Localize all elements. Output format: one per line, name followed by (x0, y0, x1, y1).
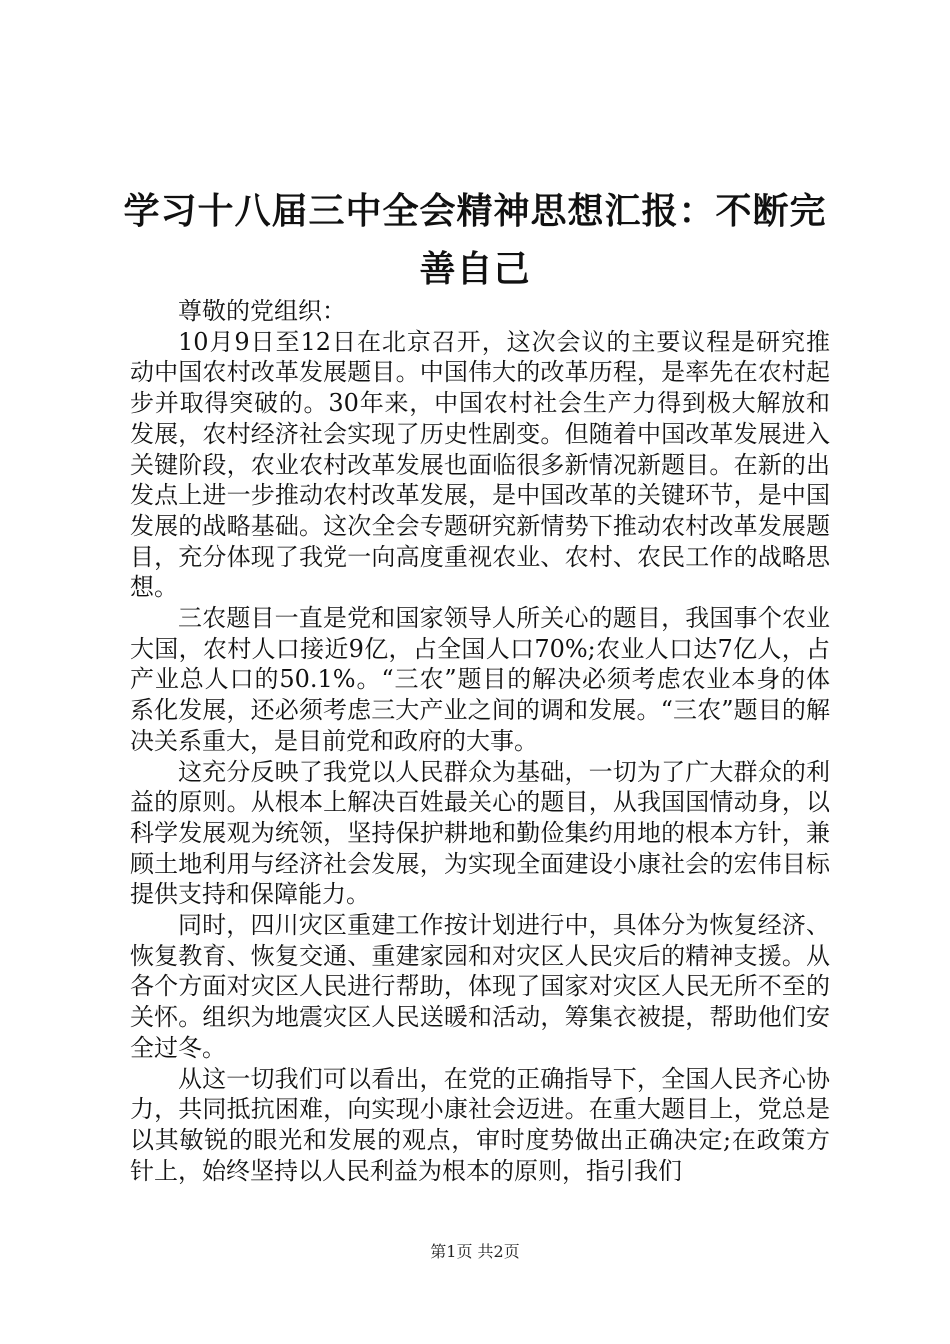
document-body (130, 296, 830, 1186)
paragraph: 三农题目一直是党和国家领导人所关心的题目，我国事个农业大国，农村人口接近9亿，占全国人口70%;农业人口达7亿人，占产业总人口的50.1%。“三农”题目的解决必须考虑农业本身的体系化发展，还必须考虑三大产业之间的调和发展。“三农”题目的解决关系重大，是目前党和政府的大事。 (130, 604, 830, 755)
document-title: 学习十八届三中全会精神思想汇报：不断完善自己 (123, 190, 827, 290)
paragraph: 10月9日至12日在北京召开，这次会议的主要议程是研究推动中国农村改革发展题目。中国伟大的改革历程，是率先在农村起步并取得突破的。30年来，中国农村社会生产力得到极大解放和发展，农村经济社会实现了历史性剧变。但随着中国改革发展进入关键阶段，农业农村改革发展也面临很多新情况新题目。在新的出发点上进一步推动农村改革发展，是中国改革的关键环节，是中国发展的战略基础。这次全会专题研究新情势下推动农村改革发展题目，充分体现了我党一向高度重视农业、农村、农民工作的战略思想。 (130, 327, 830, 602)
paragraph: 从这一切我们可以看出，在党的正确指导下，全国人民齐心协力，共同抵抗困难，向实现小康社会迈进。在重大题目上，党总是以其敏锐的眼光和发展的观点，审时度势做出正确决定;在政策方针上，始终坚持以人民利益为根本的原则，指引我们 (130, 1064, 830, 1185)
paragraph: 同时，四川灾区重建工作按计划进行中，具体分为恢复经济、恢复教育、恢复交通、重建家园和对灾区人民灾后的精神支援。从各个方面对灾区人民进行帮助，体现了国家对灾区人民无所不至的关怀。组织为地震灾区人民送暖和活动，筹集衣被提，帮助他们安全过冬。 (130, 911, 830, 1062)
page-footer: 第1页 共2页 (430, 1242, 520, 1261)
salutation: 尊敬的党组织： (178, 297, 346, 325)
paragraph: 这充分反映了我党以人民群众为基础，一切为了广大群众的利益的原则。从根本上解决百姓最关心的题目，从我国国情动身，以科学发展观为统领，坚持保护耕地和勤俭集约用地的根本方针，兼顾土地利用与经济社会发展，为实现全面建设小康社会的宏伟目标提供支持和保障能力。 (130, 757, 830, 909)
